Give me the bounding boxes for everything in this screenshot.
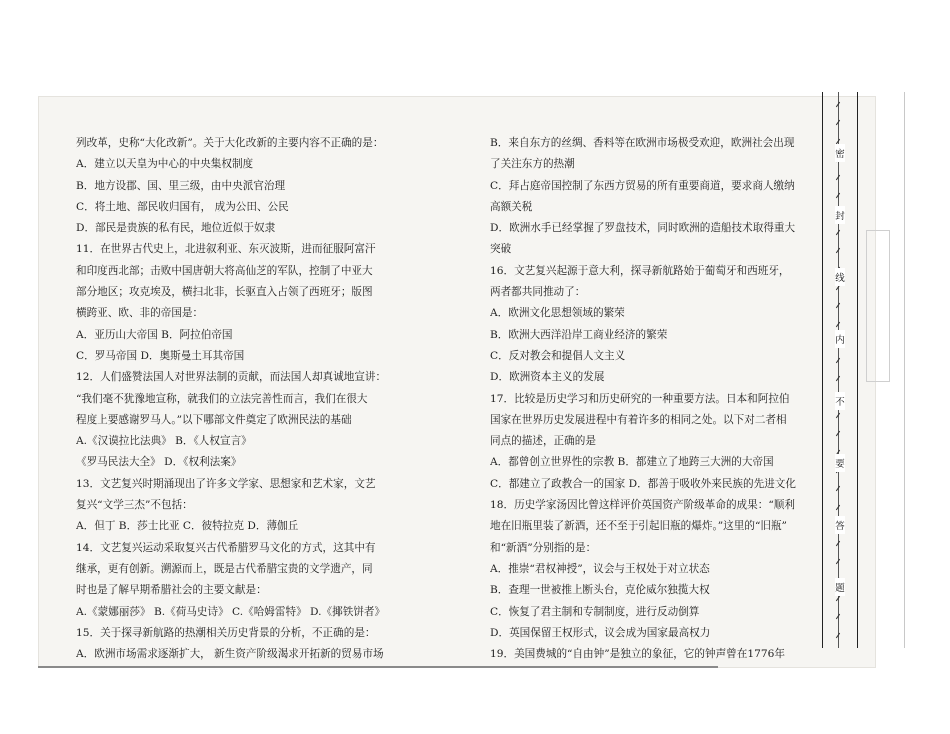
- text-line: 国家在世界历史发展进程中有着许多的相同之处。以下对二者相: [490, 413, 787, 426]
- right-column: [490, 133, 822, 665]
- text-line: 18．历史学家汤因比曾这样评价英国资产阶级革命的成果：“顺利: [490, 499, 795, 512]
- text-line: 《罗马民法大全》 D．《权利法案》: [76, 456, 242, 469]
- text-line: C．拜占庭帝国控制了东西方贸易的所有重要商道，要求商人缴纳: [490, 179, 795, 192]
- left-column: [76, 133, 416, 665]
- text-line: 程度上要感谢罗马人。”以下哪部文件奠定了欧洲民法的基础: [76, 413, 352, 426]
- seal-label: 密: [835, 144, 845, 162]
- text-line: 和“新酒”分别指的是：: [490, 541, 597, 554]
- text-line: 横跨亚、欧、非的帝国是：: [76, 307, 204, 320]
- text-line: 和印度西北部；击败中国唐朝大将高仙芝的军队，控制了中亚大: [76, 264, 373, 277]
- text-line: 14．文艺复兴运动采取复兴古代希腊罗马文化的方式，这其中有: [76, 541, 376, 554]
- text-line: 11．在世界古代史上，北进叙利亚、东灭波斯，进而征服阿富汗: [76, 243, 376, 256]
- text-line: 突破: [490, 243, 512, 256]
- text-line: C．都建立了政教合一的国家 D．都善于吸收外来民族的先进文化: [490, 477, 796, 490]
- seal-label: 封: [835, 206, 845, 224]
- text-line: “我们毫不犹豫地宣称，就我们的立法完善性而言，我们在很大: [76, 392, 368, 405]
- text-line: 了关注东方的热潮: [490, 158, 575, 171]
- text-line: A．但丁 B．莎士比亚 C．彼特拉克 D．薄伽丘: [76, 520, 299, 533]
- text-line: 地在旧瓶里装了新酒，还不至于引起旧瓶的爆炸。”这里的“旧瓶”: [490, 520, 787, 533]
- text-line: 12．人们盛赞法国人对世界法制的贡献，而法国人却真诚地宣讲：: [76, 371, 387, 384]
- bleed-through-box: [866, 230, 890, 382]
- text-line: 15．关于探寻新航路的热潮相关历史背景的分析，不正确的是：: [76, 626, 376, 639]
- text-line: A．推崇“君权神授”，议会与王权处于对立状态: [490, 562, 710, 575]
- text-line: 19．美国费城的“自由钟”是独立的象征，它的钟声曾在1776年: [490, 648, 785, 661]
- seal-line-strip: [822, 92, 858, 648]
- seal-label: 内: [835, 330, 845, 348]
- seal-label: 线: [835, 268, 845, 286]
- text-line: C．罗马帝国 D．奥斯曼土耳其帝国: [76, 349, 245, 362]
- text-line: 13．文艺复兴时期涌现出了许多文学家、思想家和艺术家，文艺: [76, 477, 376, 490]
- text-line: A．亚历山大帝国 B．阿拉伯帝国: [76, 328, 233, 341]
- text-line: C．反对教会和提倡人文主义: [490, 349, 626, 362]
- text-line: B．查理一世被推上断头台，克伦威尔独揽大权: [490, 584, 710, 597]
- text-line: B．地方设郡、国、里三级，由中央派官治理: [76, 179, 286, 192]
- text-line: 高额关税: [490, 200, 533, 213]
- text-line: A．欧洲市场需求逐渐扩大， 新生资产阶级渴求开拓新的贸易市场: [76, 648, 384, 661]
- text-line: A．欧洲文化思想领域的繁荣: [490, 307, 625, 320]
- text-line: D．部民是贵族的私有民，地位近似于奴隶: [76, 222, 276, 235]
- text-line: 列改革，史称“大化改新”。关于大化改新的主要内容不正确的是：: [76, 137, 384, 149]
- text-line: A.《汉谟拉比法典》 B．《人权宣言》: [76, 435, 252, 448]
- text-line: 两者都共同推动了：: [490, 286, 586, 299]
- text-line: A．都曾创立世界性的宗教 B．都建立了地跨三大洲的大帝国: [490, 456, 774, 469]
- text-line: 部分地区；攻克埃及，横扫北非，长驱直入占领了西班牙；版图: [76, 286, 373, 299]
- seal-label: 答: [835, 516, 845, 534]
- text-line: D．英国保留王权形式，议会成为国家最高权力: [490, 626, 711, 639]
- text-line: B．欧洲大西洋沿岸工商业经济的繁荣: [490, 328, 668, 341]
- text-line: C．将土地、部民收归国有， 成为公田、公民: [76, 200, 289, 213]
- text-line: D．欧洲水手已经掌握了罗盘技术，同时欧洲的造船技术取得重大: [490, 222, 796, 235]
- text-line: 17．比较是历史学习和历史研究的一种重要方法。日本和阿拉伯: [490, 392, 790, 405]
- text-line: 同点的描述，正确的是: [490, 435, 596, 448]
- text-line: A.《蒙娜丽莎》 B.《荷马史诗》 C.《哈姆雷特》 D.《揶铁饼者》: [76, 605, 386, 618]
- seal-label: 要: [835, 454, 845, 472]
- text-line: 16．文艺复兴起源于意大利，探寻新航路始于葡萄牙和西班牙，: [490, 264, 790, 277]
- text-line: 复兴“文学三杰”不包括：: [76, 499, 193, 512]
- seal-label: 不: [835, 392, 845, 410]
- text-line: 时也是了解早期希腊社会的主要文献是：: [76, 584, 267, 597]
- seal-label: 题: [835, 578, 845, 596]
- text-line: D．欧洲资本主义的发展: [490, 371, 605, 384]
- page-edge-bottom: [38, 666, 718, 668]
- page-edge-right: [904, 92, 905, 648]
- text-line: B．来自东方的丝绸、香料等在欧洲市场极受欢迎，欧洲社会出现: [490, 137, 795, 149]
- text-line: A．建立以天皇为中心的中央集权制度: [76, 158, 254, 171]
- seal-line-labels: [829, 92, 851, 648]
- text-line: 继承，更有创新。溯源而上，既是古代希腊宝贵的文学遗产，同: [76, 562, 373, 575]
- text-line: C．恢复了君主制和专制制度，进行反动倒算: [490, 605, 700, 618]
